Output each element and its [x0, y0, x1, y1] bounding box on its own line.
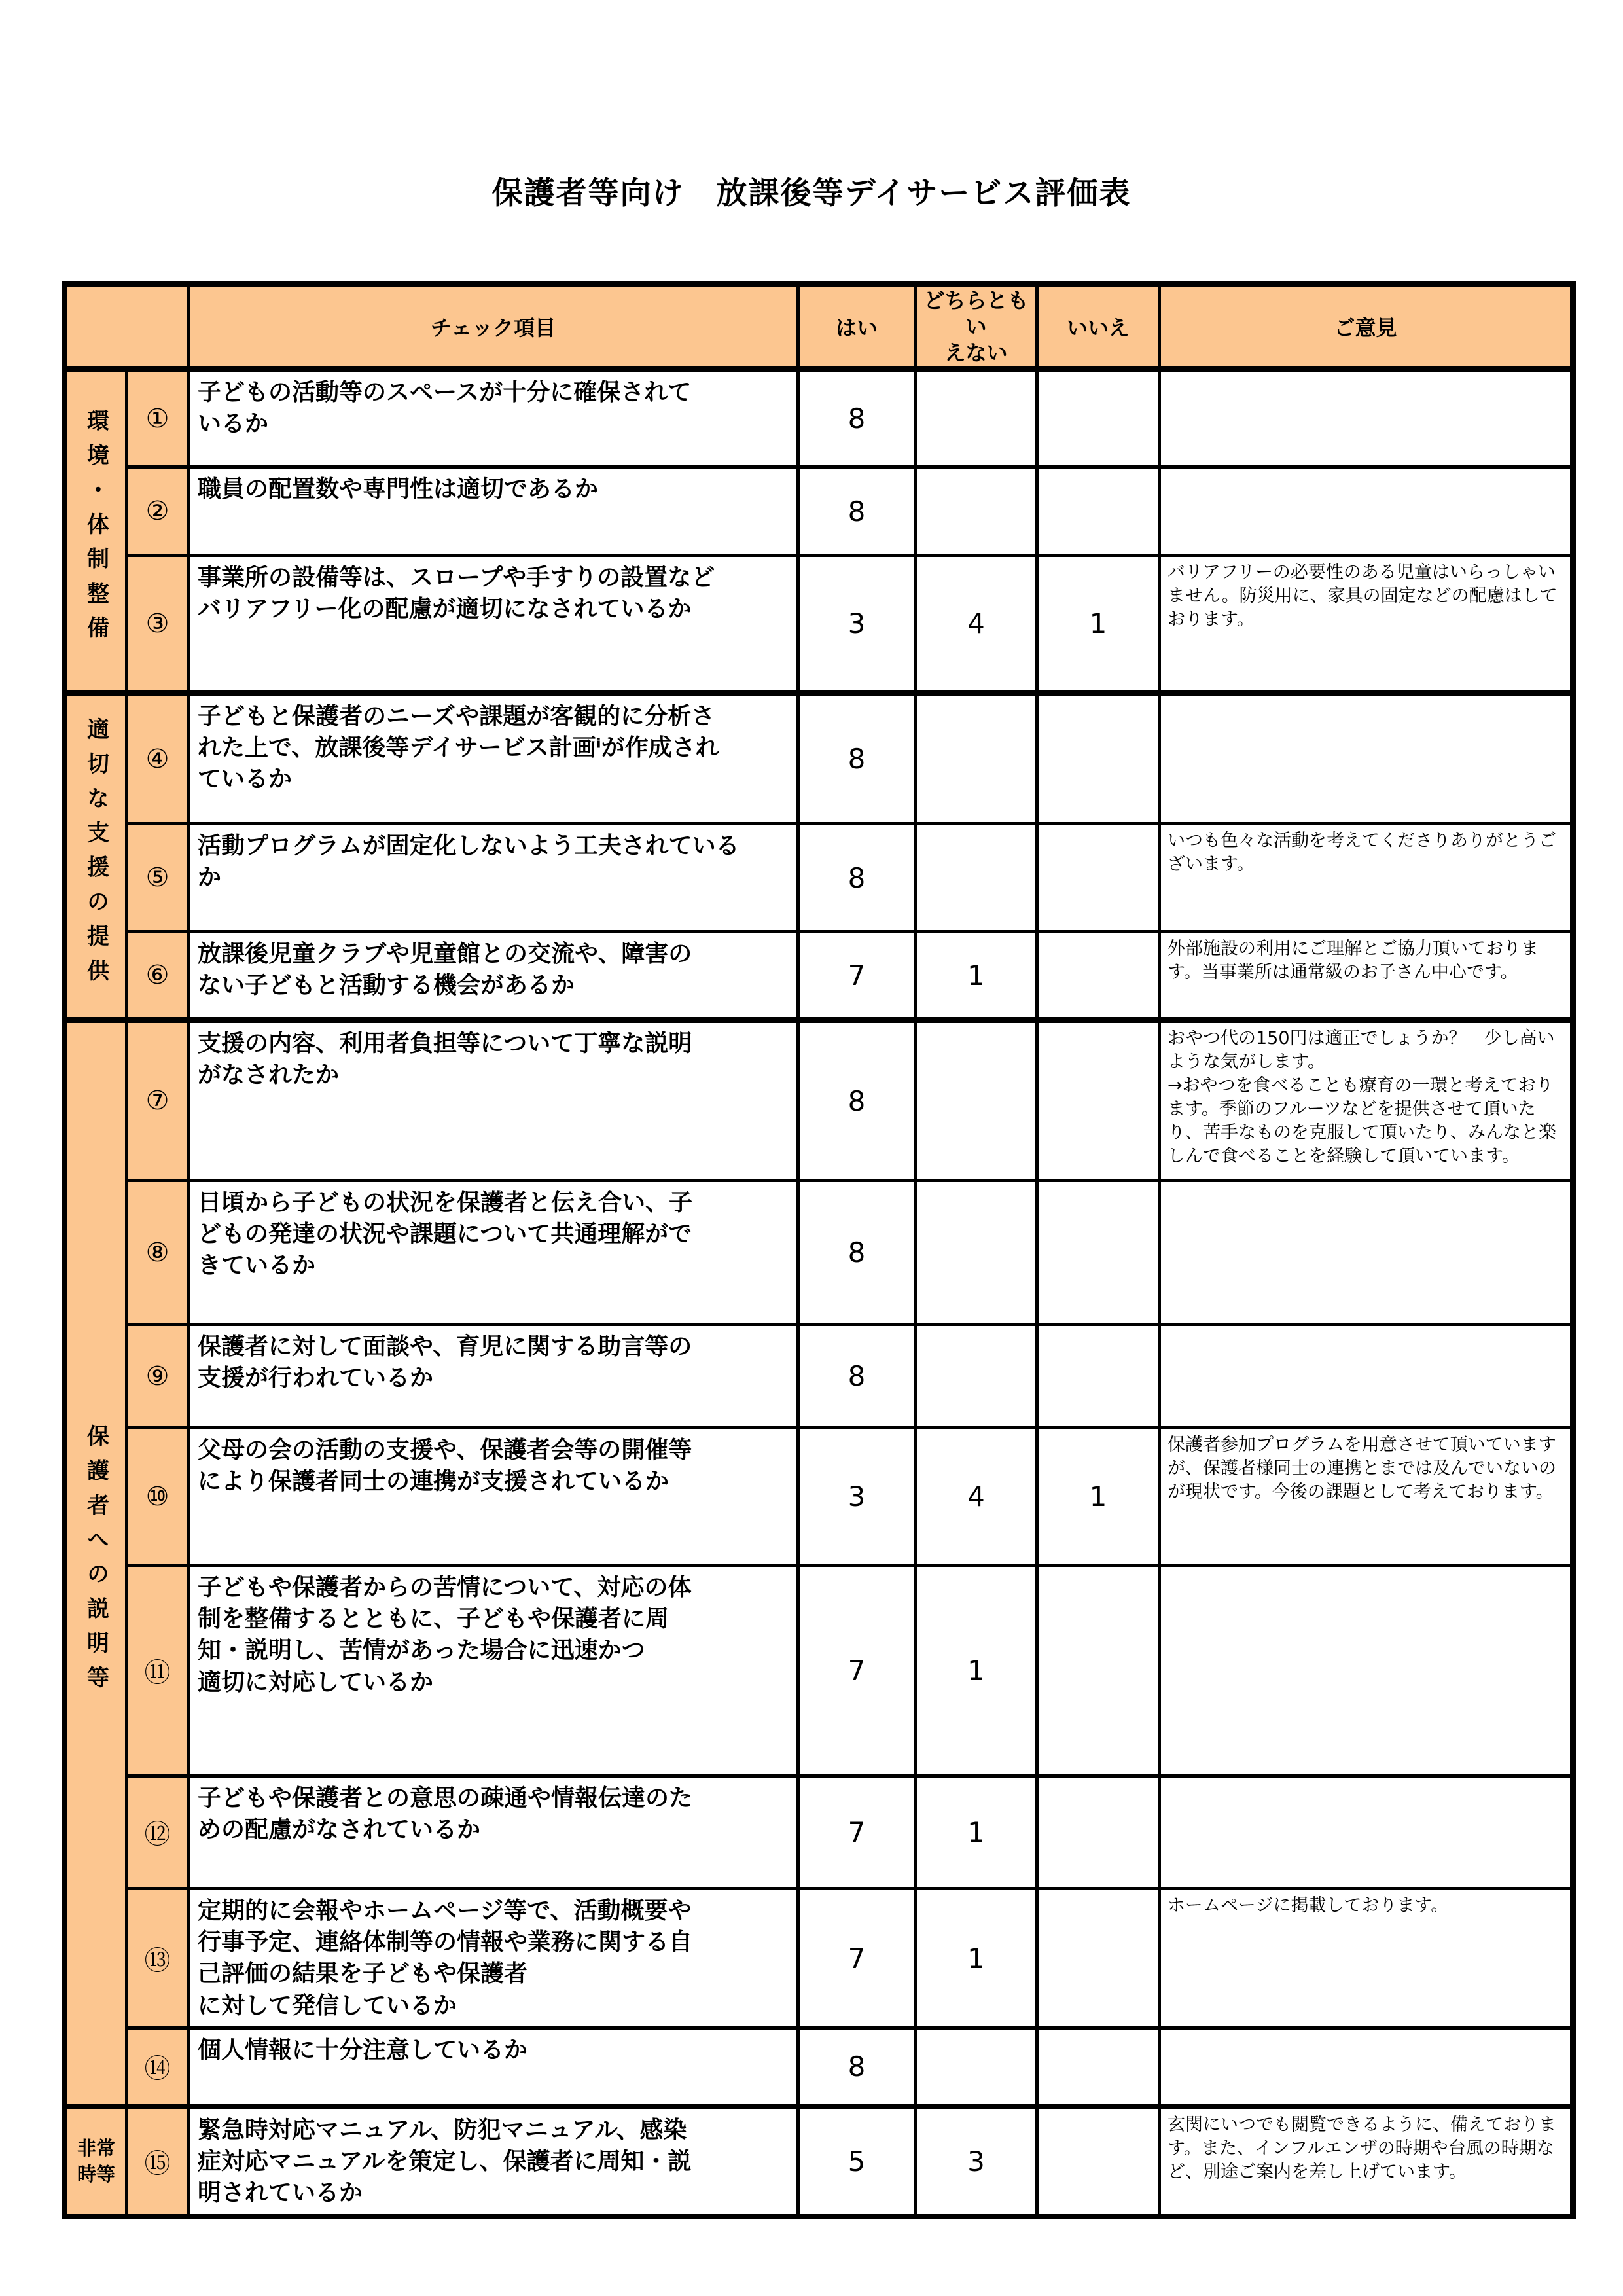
table-row: [65, 693, 1573, 824]
header-yes: はい: [798, 285, 916, 369]
value-neither-cell: [916, 1020, 1037, 1181]
value-yes-cell: 8: [798, 1325, 916, 1428]
row-number: ⑥: [127, 932, 188, 1020]
check-item-cell: 日頃から子どもの状況を保護者と伝え合い、子 どもの発達の状況や課題について共通理解がで きているか: [188, 1181, 798, 1325]
comment-cell: バリアフリーの必要性のある児童はいらっしゃいません。防災用に、家具の固定などの配慮はしております。: [1160, 556, 1573, 693]
comment-cell: [1160, 1325, 1573, 1428]
table-row: [65, 2028, 1573, 2107]
row-number: ④: [127, 693, 188, 824]
comment-cell: [1160, 1181, 1573, 1325]
header-no: いいえ: [1037, 285, 1160, 369]
category-label: 環境・体制整備: [82, 408, 109, 651]
value-no-cell: [1037, 1325, 1160, 1428]
value-no-cell: 1: [1037, 556, 1160, 693]
comment-cell: [1160, 1566, 1573, 1776]
table-row: [65, 1428, 1573, 1566]
table-row: [65, 369, 1573, 467]
comment-cell: 保護者参加プログラムを用意させて頂いていますが、保護者様同士の連携とまでは及んでいないのが現状です。今後の課題として考えております。: [1160, 1428, 1573, 1566]
value-neither-cell: [916, 693, 1037, 824]
check-item-cell: 父母の会の活動の支援や、保護者会等の開催等 により保護者同士の連携が支援されているか: [188, 1428, 798, 1566]
check-item-cell: 保護者に対して面談や、育児に関する助言等の 支援が行われているか: [188, 1325, 798, 1428]
value-no-cell: [1037, 932, 1160, 1020]
value-neither-cell: [916, 2028, 1037, 2107]
table-row: [65, 1325, 1573, 1428]
header-check-items: チェック項目: [188, 285, 798, 369]
category-appropriate-support: [65, 693, 127, 1020]
value-no-cell: [1037, 467, 1160, 556]
table-row: [65, 556, 1573, 693]
value-neither-cell: [916, 467, 1037, 556]
value-yes-cell: 3: [798, 1428, 916, 1566]
comment-cell: [1160, 693, 1573, 824]
check-item-cell: 定期的に会報やホームページ等で、活動概要や 行事予定、連絡体制等の情報や業務に関する自 己評価の結果を子どもや保護者 に対して発信しているか: [188, 1889, 798, 2028]
category-environment: [65, 369, 127, 693]
table-row: [65, 1020, 1573, 1181]
table-row: [65, 2107, 1573, 2217]
table-row: [65, 1889, 1573, 2028]
check-item-cell: 子どもと保護者のニーズや課題が客観的に分析さ れた上で、放課後等デイサービス計画ⁱが作成され ているか: [188, 693, 798, 824]
page-title: 保護者等向け 放課後等デイサービス評価表: [491, 175, 1132, 211]
row-number: ⑧: [127, 1181, 188, 1325]
header-comments: ご意見: [1160, 285, 1573, 369]
check-item-cell: 子どもや保護者との意思の疎通や情報伝達のた めの配慮がなされているか: [188, 1776, 798, 1889]
header-neither: どちらともい えない: [916, 285, 1037, 369]
value-no-cell: 1: [1037, 1428, 1160, 1566]
table-row: [65, 824, 1573, 932]
value-no-cell: [1037, 824, 1160, 932]
table-row: [65, 1181, 1573, 1325]
value-neither-cell: 1: [916, 932, 1037, 1020]
table-row: [65, 932, 1573, 1020]
check-item-cell: 職員の配置数や専門性は適切であるか: [188, 467, 798, 556]
header-empty-cell: [65, 285, 188, 369]
evaluation-table: [62, 281, 1576, 2219]
category-explanation-to-guardians: [65, 1020, 127, 2107]
comment-cell: いつも色々な活動を考えてくださりありがとうございます。: [1160, 824, 1573, 932]
category-label: 適切な支援の提供: [82, 717, 109, 994]
value-yes-cell: 7: [798, 1776, 916, 1889]
comment-cell: ホームページに掲載しております。: [1160, 1889, 1573, 2028]
value-no-cell: [1037, 1020, 1160, 1181]
check-item-cell: 事業所の設備等は、スロープや手すりの設置など バリアフリー化の配慮が適切になされているか: [188, 556, 798, 693]
row-number: ⑩: [127, 1428, 188, 1566]
check-item-cell: 個人情報に十分注意しているか: [188, 2028, 798, 2107]
table-row: [65, 1776, 1573, 1889]
category-label: 保護者への説明等: [82, 1424, 109, 1700]
value-neither-cell: [916, 824, 1037, 932]
value-yes-cell: 5: [798, 2107, 916, 2217]
value-yes-cell: 7: [798, 1566, 916, 1776]
value-neither-cell: 4: [916, 556, 1037, 693]
value-no-cell: [1037, 1566, 1160, 1776]
row-number: ⑪: [127, 1566, 188, 1776]
row-number: ⑬: [127, 1889, 188, 2028]
row-number: ⑫: [127, 1776, 188, 1889]
row-number: ③: [127, 556, 188, 693]
value-no-cell: [1037, 2028, 1160, 2107]
value-neither-cell: 4: [916, 1428, 1037, 1566]
value-yes-cell: 8: [798, 1020, 916, 1181]
value-yes-cell: 7: [798, 1889, 916, 2028]
value-no-cell: [1037, 1776, 1160, 1889]
value-neither-cell: [916, 369, 1037, 467]
check-item-cell: 子どもの活動等のスペースが十分に確保されて いるか: [188, 369, 798, 467]
value-yes-cell: 7: [798, 932, 916, 1020]
comment-cell: [1160, 2028, 1573, 2107]
category-emergency: 非常時等: [65, 2107, 127, 2217]
row-number: ⑮: [127, 2107, 188, 2217]
value-no-cell: [1037, 369, 1160, 467]
value-yes-cell: 8: [798, 693, 916, 824]
value-neither-cell: 1: [916, 1889, 1037, 2028]
value-yes-cell: 8: [798, 369, 916, 467]
value-neither-cell: 1: [916, 1776, 1037, 1889]
table-row: [65, 467, 1573, 556]
comment-cell: [1160, 1776, 1573, 1889]
value-neither-cell: [916, 1325, 1037, 1428]
value-neither-cell: 1: [916, 1566, 1037, 1776]
row-number: ⑤: [127, 824, 188, 932]
value-no-cell: [1037, 2107, 1160, 2217]
check-item-cell: 緊急時対応マニュアル、防犯マニュアル、感染 症対応マニュアルを策定し、保護者に周知・説 明されているか: [188, 2107, 798, 2217]
row-number: ②: [127, 467, 188, 556]
value-no-cell: [1037, 1889, 1160, 2028]
comment-cell: [1160, 369, 1573, 467]
value-yes-cell: 8: [798, 824, 916, 932]
value-neither-cell: [916, 1181, 1037, 1325]
table-row: [65, 1566, 1573, 1776]
comment-cell: おやつ代の150円は適正でしょうか？ 少し高いような気がします。 →おやつを食べることも療育の一環と考えております。季節のフルーツなどを提供させて頂いたり、苦手なものを克服して頂いたり、みんなと楽しんで食べることを経験して頂いています。: [1160, 1020, 1573, 1181]
value-yes-cell: 8: [798, 2028, 916, 2107]
value-yes-cell: 3: [798, 556, 916, 693]
value-no-cell: [1037, 693, 1160, 824]
value-yes-cell: 8: [798, 1181, 916, 1325]
check-item-cell: 支援の内容、利用者負担等について丁寧な説明 がなされたか: [188, 1020, 798, 1181]
check-item-cell: 子どもや保護者からの苦情について、対応の体 制を整備するとともに、子どもや保護者に周 知・説明し、苦情があった場合に迅速かつ 適切に対応しているか: [188, 1566, 798, 1776]
table-header-row: [65, 285, 1573, 369]
row-number: ⑭: [127, 2028, 188, 2107]
row-number: ⑦: [127, 1020, 188, 1181]
comment-cell: 外部施設の利用にご理解とご協力頂いております。当事業所は通常級のお子さん中心です。: [1160, 932, 1573, 1020]
row-number: ⑨: [127, 1325, 188, 1428]
comment-cell: [1160, 467, 1573, 556]
row-number: ①: [127, 369, 188, 467]
value-neither-cell: 3: [916, 2107, 1037, 2217]
comment-cell: 玄関にいつでも閲覧できるように、備えております。また、インフルエンザの時期や台風の時期など、別途ご案内を差し上げています。: [1160, 2107, 1573, 2217]
check-item-cell: 活動プログラムが固定化しないよう工夫されている か: [188, 824, 798, 932]
check-item-cell: 放課後児童クラブや児童館との交流や、障害の ない子どもと活動する機会があるか: [188, 932, 798, 1020]
value-yes-cell: 8: [798, 467, 916, 556]
value-no-cell: [1037, 1181, 1160, 1325]
